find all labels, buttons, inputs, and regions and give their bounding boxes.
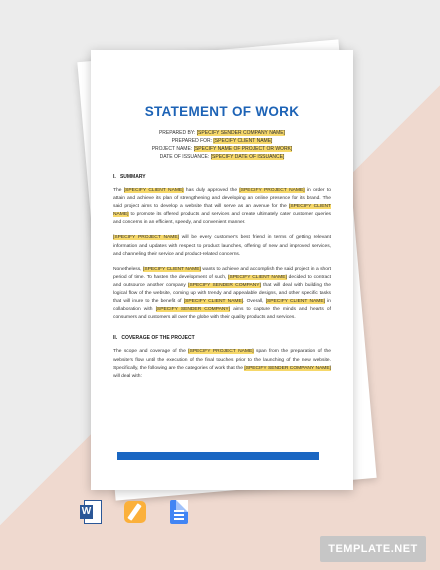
meta-prepared-by: [113, 129, 331, 137]
pages-icon[interactable]: [124, 500, 146, 526]
template-net-badge[interactable]: TEMPLATE.NET: [320, 536, 426, 562]
footer-bar: [117, 452, 319, 460]
placeholder: [SPECIFY CLIENT NAME]: [113, 204, 332, 218]
text: decided to contract and outsource another company: [113, 274, 331, 288]
text: that will deal with building the logical flow of the website, coming up with trendy and appealable designs, and other specific tasks that will inure to the benefit of: [113, 282, 331, 305]
meta-value: [SPECIFY NAME OF PROJECT OR WORK]: [193, 146, 293, 152]
meta-project-name: [113, 145, 331, 153]
document-page: [91, 50, 353, 490]
placeholder: [SPECIFY PROJECT NAME]: [239, 188, 305, 193]
meta-label: PREPARED BY:: [158, 130, 197, 136]
meta-date-of-issuance: [113, 153, 331, 161]
placeholder: [SPECIFY SENDER COMPANY]: [188, 282, 261, 288]
paragraph-4: [113, 348, 331, 380]
paragraph-1: [113, 187, 331, 227]
placeholder: [SPECIFY CLIENT NAME]: [143, 266, 201, 272]
text: to promote its offered products and services and create ultimately cater customer queries and concerns in an efficient, speedy, and convenient manner.: [113, 212, 331, 226]
paragraph-2: [113, 234, 331, 258]
paragraph-3: [113, 266, 331, 323]
text: . Overall,: [243, 299, 266, 305]
meta-label: PREPARED FOR:: [171, 138, 214, 144]
text: will deal with:: [113, 373, 142, 379]
meta-value: [SPECIFY CLIENT NAME]: [213, 138, 273, 144]
text: The scope and coverage of the: [113, 349, 189, 355]
meta-value: [SPECIFY DATE OF ISSUANCE]: [210, 154, 285, 160]
google-docs-icon[interactable]: [168, 500, 190, 526]
text: in order to attain and achieve its plan of strengthening and developing an online presence for its brand. The said project aims to develop a website that will serve as an avenue for the: [113, 188, 331, 210]
meta-prepared-for: [113, 137, 331, 145]
text: The: [113, 188, 124, 193]
document-title: STATEMENT OF WORK: [144, 104, 300, 119]
text: will be every customer's best friend in terms of getting relevant information and updates with respect to product launches, offering of new and improved services, and channeling their service and product-related concerns.: [113, 235, 331, 257]
meta-label: PROJECT NAME:: [151, 146, 194, 152]
placeholder: [SPECIFY SENDER COMPANY]: [155, 307, 231, 313]
section-heading-coverage: II. COVERAGE OF THE PROJECT: [113, 335, 195, 342]
meta-value: [SPECIFY SENDER COMPANY NAME]: [196, 130, 286, 136]
format-icons: [80, 500, 190, 526]
section-heading-summary: I. SUMMARY: [113, 174, 146, 180]
placeholder: [SPECIFY PROJECT NAME]: [188, 349, 254, 355]
text: aims to capture the minds and hearts of consumers and customers all over the globe with their quality products and services.: [113, 307, 331, 321]
text: span from the preparation of the website's flow until the execution of the final touches prior to the launching of the new website. Specifically, the following are the categories of work that the: [113, 349, 331, 371]
placeholder: [SPECIFY CLIENT NAME]: [228, 274, 287, 280]
text: wants to achieve and accomplish the said project in a short period of time. To hasten the development of such,: [113, 266, 331, 280]
text: in collaboration with: [113, 299, 332, 313]
placeholder: [SPECIFY CLIENT NAME]: [265, 299, 326, 305]
meta-label: DATE OF ISSUANCE:: [159, 154, 211, 160]
word-icon[interactable]: W: [80, 500, 102, 526]
document-meta: [113, 129, 331, 161]
placeholder: [SPECIFY CLIENT NAME]: [123, 188, 184, 193]
placeholder: [SPECIFY PROJECT NAME]: [113, 235, 179, 241]
text: has duly approved the: [183, 188, 240, 193]
text: Nonetheless,: [113, 266, 143, 272]
placeholder: [SPECIFY SENDER COMPANY NAME]: [244, 365, 332, 371]
placeholder: [SPECIFY CLIENT NAME]: [183, 299, 244, 305]
